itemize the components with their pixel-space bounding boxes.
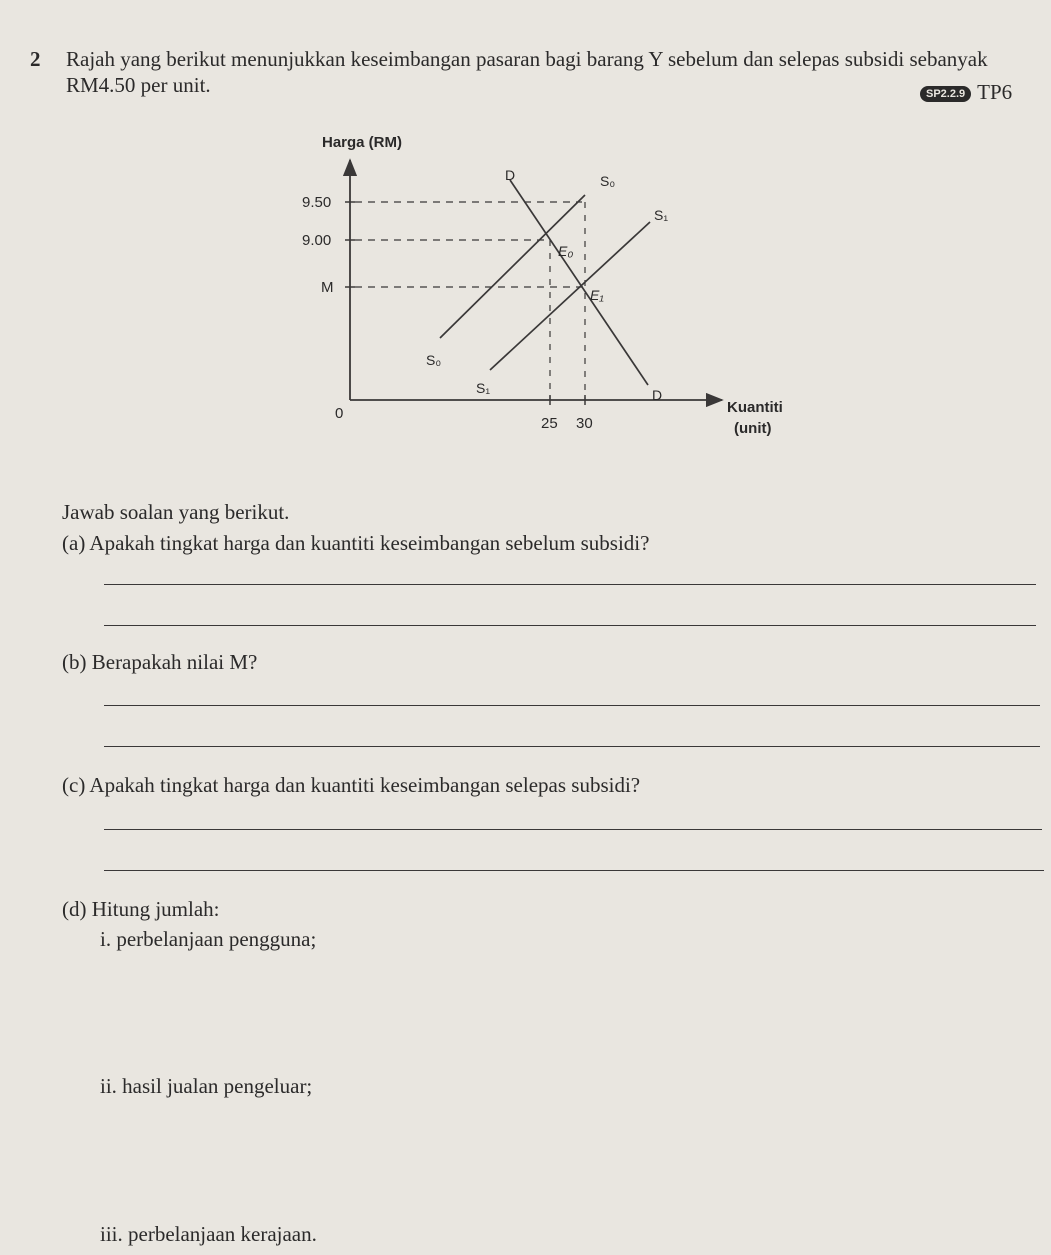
part-a-question: (a) Apakah tingkat harga dan kuantiti keseimbangan sebelum subsidi? — [62, 531, 650, 555]
part-b-question: (b) Berapakah nilai M? — [62, 650, 258, 674]
y-axis-label: Harga (RM) — [322, 134, 403, 151]
curve-d — [510, 180, 648, 385]
part-d-ii: ii. hasil jualan pengeluar; — [100, 1074, 313, 1098]
market-equilibrium-chart — [0, 0, 1051, 470]
question-text: Rajah yang berikut menunjukkan keseimbangan pasaran bagi barang Y sebelum dan selepas subsidi sebanyak RM4.50 per unit. — [66, 47, 988, 97]
part-d-i: i. perbelanjaan pengguna; — [100, 927, 317, 951]
y-tick-label-0: 9.50 — [302, 194, 332, 211]
equilibrium-label-e1: E₁ — [590, 287, 604, 303]
answer-line-a2[interactable] — [104, 625, 1036, 626]
level-label: TP6 — [977, 80, 1013, 104]
origin-label: 0 — [335, 405, 344, 422]
answer-line-c2[interactable] — [104, 870, 1044, 871]
answer-line-b1[interactable] — [104, 705, 1040, 706]
answer-line-a1[interactable] — [104, 584, 1036, 585]
part-d-question: (d) Hitung jumlah: — [62, 897, 220, 921]
curve-label-top-s0: S₀ — [600, 173, 616, 189]
chart-marks — [302, 167, 668, 432]
x-tick-label-1: 30 — [576, 415, 593, 432]
x-axis-label-line2: (unit) — [734, 420, 772, 437]
curve-label-top-s1: S₁ — [654, 207, 669, 223]
curve-s0 — [440, 195, 585, 338]
x-tick-label-0: 25 — [541, 415, 558, 432]
curve-label-end-s0: S₀ — [426, 352, 442, 368]
skill-badge: SP2.2.9 — [920, 86, 971, 102]
y-tick-label-1: 9.00 — [302, 232, 332, 249]
curve-label-top-d: D — [505, 167, 516, 183]
curve-label-end-d: D — [652, 387, 663, 403]
answer-line-c1[interactable] — [104, 829, 1042, 830]
x-axis-label-line1: Kuantiti — [727, 399, 783, 416]
part-d-iii: iii. perbelanjaan kerajaan. — [100, 1222, 317, 1246]
curve-label-end-s1: S₁ — [476, 380, 491, 396]
equilibrium-label-e0: E₀ — [558, 243, 574, 259]
y-tick-label-2: M — [321, 279, 334, 296]
part-c-question: (c) Apakah tingkat harga dan kuantiti keseimbangan selepas subsidi? — [62, 773, 641, 797]
instructions: Jawab soalan yang berikut. — [62, 500, 290, 524]
question-number: 2 — [30, 47, 41, 71]
answer-line-b2[interactable] — [104, 746, 1040, 747]
